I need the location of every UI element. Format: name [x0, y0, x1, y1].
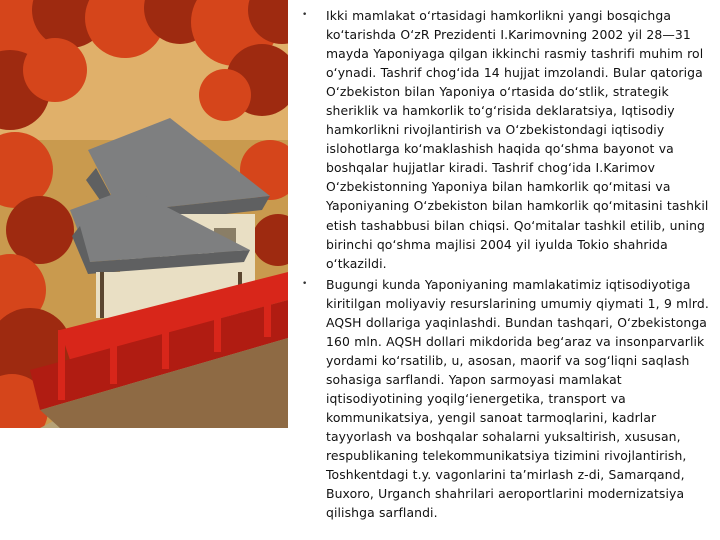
- bullet-list: [296, 6, 716, 522]
- bullet-marker: •: [302, 10, 308, 20]
- bullet-text: Ikki mamlakat o‘rtasidagi hamkorlikni yangi bosqichga ko‘tarishda O‘zR Prezidenti I.Karimovning 2002 yil 28—31 mayda Yaponiyaga qilgan ikkinchi rasmiy tashrifi muhim rol o‘ynadi. Tashrif chog‘ida 14 hujjat imzolandi. Bular qatoriga O‘zbekiston bilan Yaponiya o‘rtasida do‘stlik, strategik sheriklik va hamkorlik to‘g‘risida deklaratsiya, Iqtisodiy hamkorlikni rivojlantirish va O‘zbekistondagi iqtisodiy islohotlarga ko‘maklashish haqida qo‘shma bayonot va boshqalar hujjatlar kiradi. Tashrif chog‘ida I.Karimov O‘zbekistonning Yaponiya bilan hamkorlik qo‘mitasi va Yaponiyaning O‘zbekiston bilan hamkorlik qo‘mitasini tashkil etish tashabbusi bilan chiqsi. Qo‘mitalar tashkil etilib, uning birinchi qo‘shma majlisi 2004 yil iyulda Tokio shahrida o‘tkazildi.: [326, 8, 709, 271]
- bullet-item: [296, 6, 716, 273]
- temple-illustration: [0, 0, 288, 428]
- bullet-text: Bugungi kunda Yaponiyaning mamlakatimiz iqtisodiyotiga kiritilgan moliyaviy resurslarining umumiy qiymati 1, 9 mlrd. AQSH dollariga yaqinlashdi. Bundan tashqari, O‘zbekistonga 160 mln. AQSH dollari mikdorida beg‘araz va insonparvarlik yordami ko‘rsatilib, u, asosan, maorif va sog‘liqni saqlash sohasiga sarflandi. Yapon sarmoyasi mamlakat iqtisodiyotining yoqilg‘ienergetika, transport va kommunikatsiya, yengil sanoat tarmoqlarini, kadrlar tayyorlash va boshqalar sohalarni yuksaltirish, xususan, respublikaning telekommunikatsiya tizimini rivojlantirish, Toshkentdagi t.y. vagonlarini ta’mirlash z-di, Samarqand, Buxoro, Urganch shahrilari aeroportlarini modernizatsiya qilishga sarflandi.: [326, 276, 709, 521]
- temple-photo: [0, 0, 288, 428]
- bullet-item: [296, 275, 716, 523]
- bullet-marker: •: [302, 278, 308, 289]
